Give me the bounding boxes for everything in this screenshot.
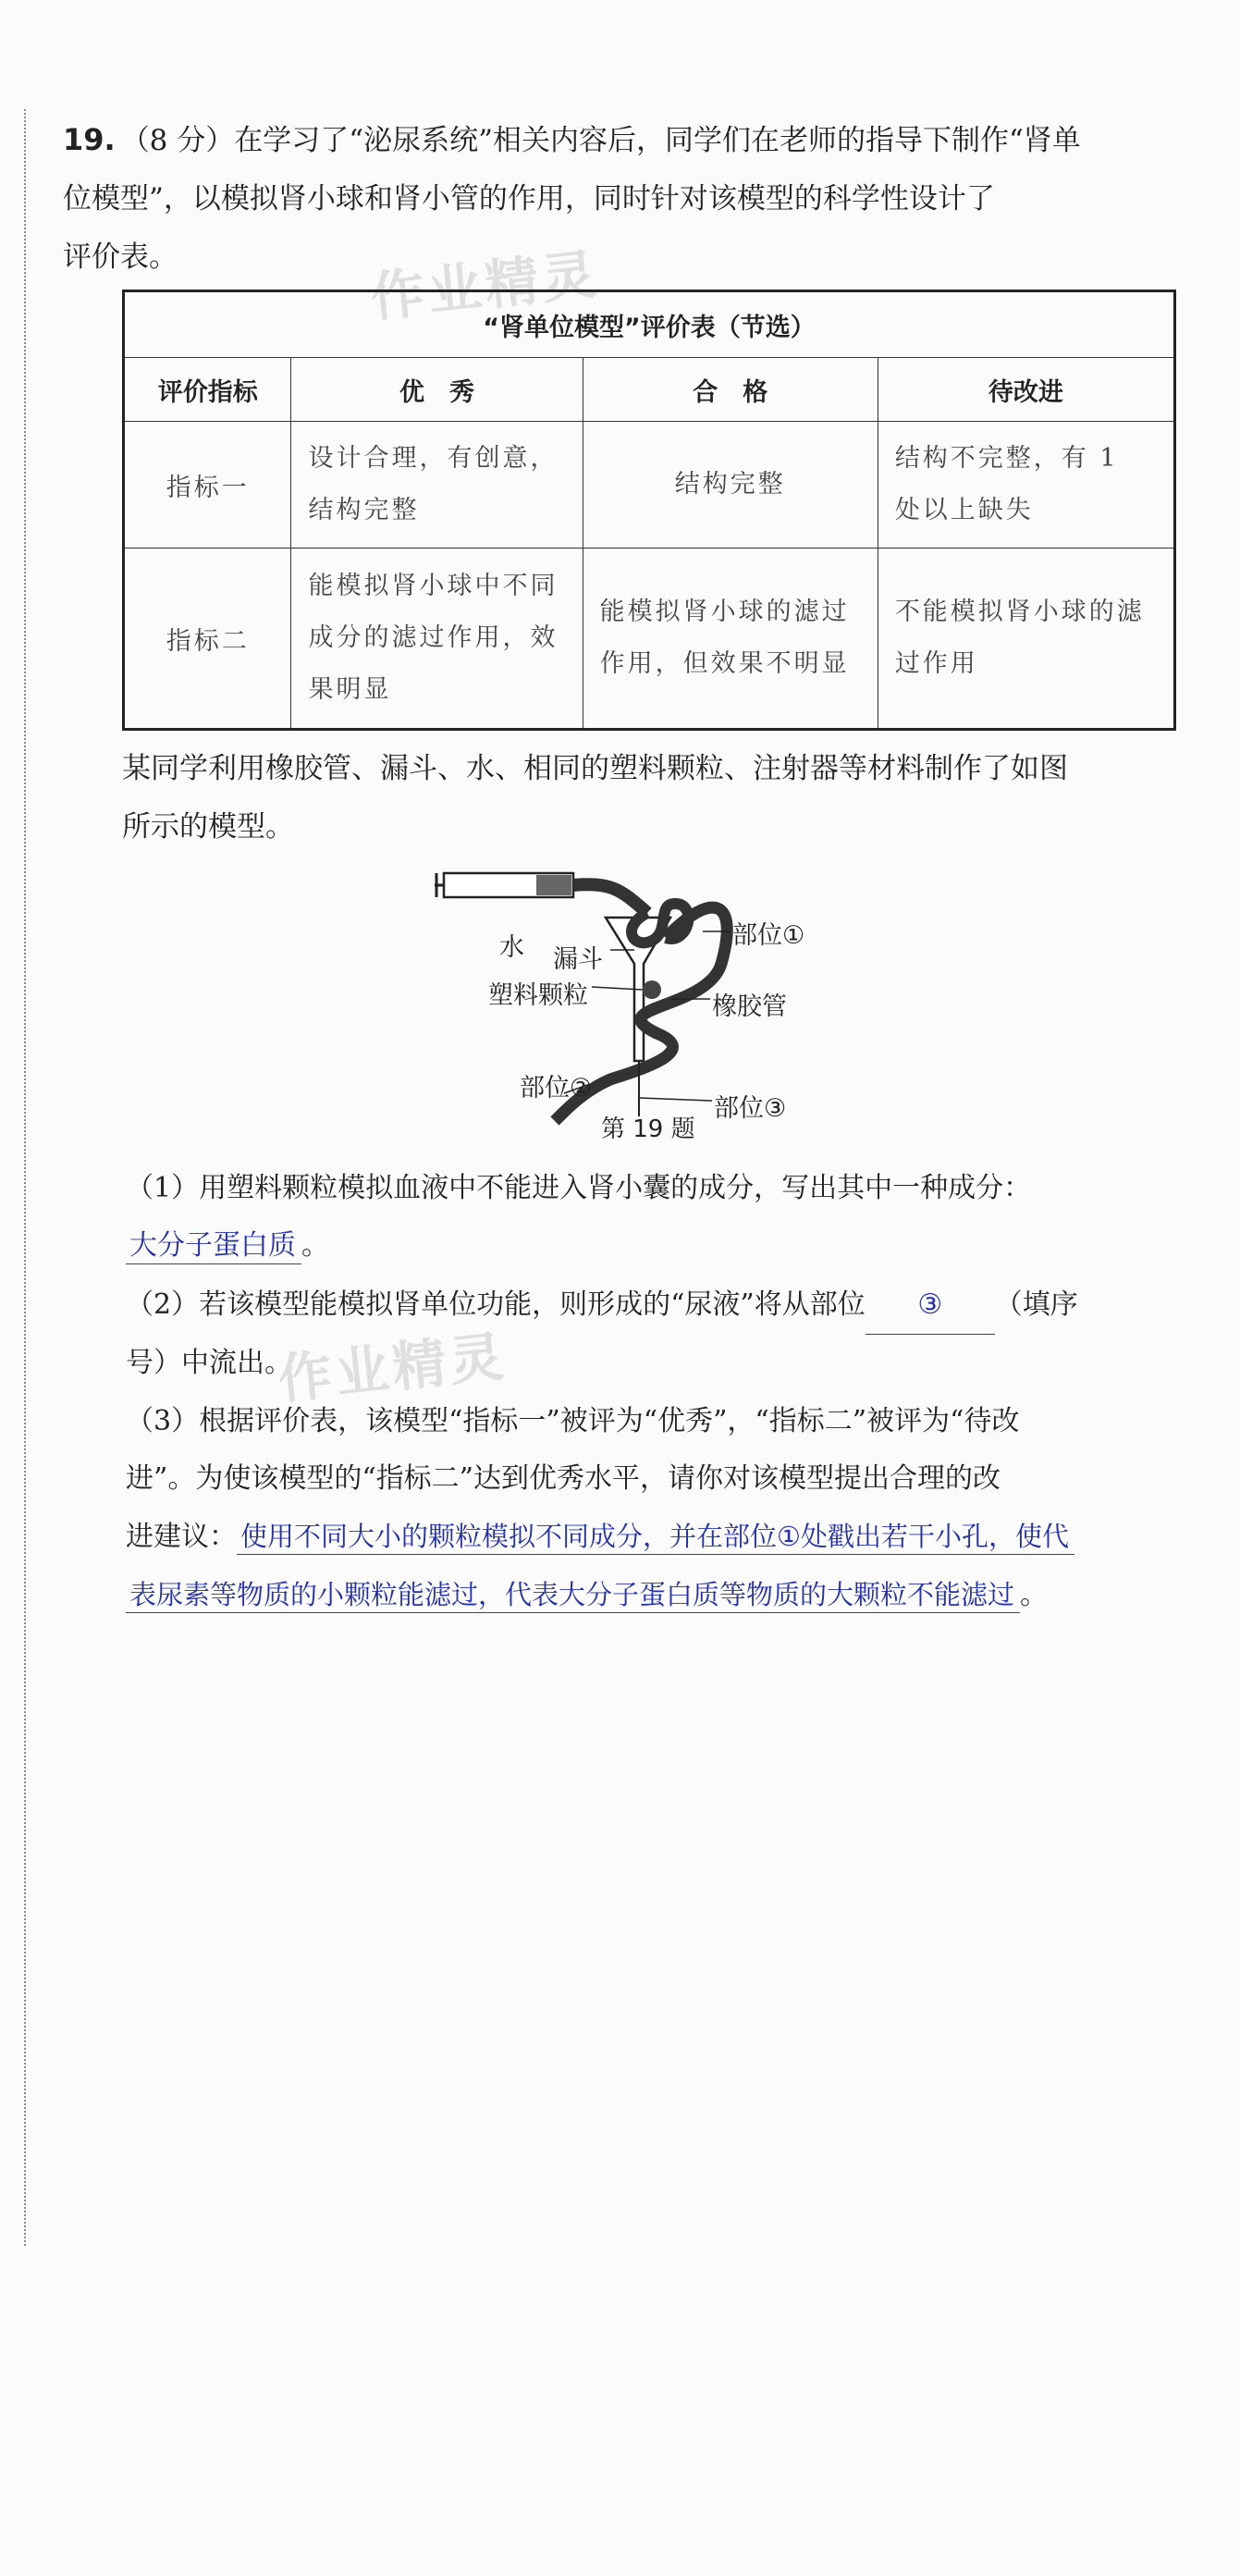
cell-qualified: 结构完整 <box>583 422 878 548</box>
cell-excellent: 能模拟肾小球中不同成分的滤过作用，效果明显 <box>291 548 583 730</box>
sub-question-3 <box>126 1393 1198 1624</box>
table-header: 评价指标 <box>124 358 291 422</box>
cell-improve: 结构不完整，有 1 处以上缺失 <box>878 422 1174 548</box>
materials-text <box>122 740 1185 857</box>
cell-improve: 不能模拟肾小球的滤过作用 <box>878 548 1174 730</box>
punctuation: 。 <box>1020 1579 1049 1611</box>
nephron-model-figure <box>435 862 832 1140</box>
answer-2: ③ <box>866 1276 995 1335</box>
sub-question-1 <box>126 1160 1198 1275</box>
figure-caption: 第 19 题 <box>601 1115 695 1143</box>
question-text: 号）中流出。 <box>126 1347 292 1379</box>
question-text: 进”。为使该模型的“指标二”达到优秀水平，请你对该模型提出合理的改 <box>126 1462 1001 1495</box>
watermark: 作业精灵 <box>275 1325 510 1411</box>
intro-line: 评价表。 <box>63 240 178 274</box>
label-tube: 橡胶管 <box>712 992 787 1021</box>
label-water: 水 <box>499 933 524 962</box>
question-text: （3）根据评价表，该模型“指标一”被评为“优秀”，“指标二”被评为“待改 <box>126 1405 1020 1437</box>
cell-excellent: 设计合理，有创意，结构完整 <box>291 422 583 548</box>
table-header: 待改进 <box>878 358 1174 422</box>
label-funnel: 漏斗 <box>553 945 603 974</box>
text-line: 所示的模型。 <box>122 810 294 844</box>
margin-dotted-line <box>24 109 26 2246</box>
cell-qualified: 能模拟肾小球的滤过作用，但效果不明显 <box>583 548 878 730</box>
answer-3-line1: 使用不同大小的颗粒模拟不同成分，并在部位①处戳出若干小孔，使代 <box>237 1521 1074 1555</box>
row-name: 指标一 <box>124 422 291 548</box>
table-row <box>124 422 1175 548</box>
watermark: 作业精灵 <box>367 242 603 329</box>
table-row <box>124 548 1175 730</box>
question-text: （填序 <box>994 1288 1078 1321</box>
sub-question-2 <box>126 1276 1198 1392</box>
label-particles: 塑料颗粒 <box>488 981 588 1010</box>
question-text: （2）若该模型能模拟肾单位功能，则形成的“尿液”将从部位 <box>126 1288 866 1321</box>
label-part3: 部位③ <box>714 1094 787 1123</box>
table-caption: “肾单位模型”评价表（节选） <box>124 291 1175 358</box>
label-part1: 部位① <box>732 921 805 950</box>
punctuation: 。 <box>301 1229 329 1262</box>
answer-1: 大分子蛋白质 <box>126 1229 301 1264</box>
question-text: （1）用塑料颗粒模拟血液中不能进入肾小囊的成分，写出其中一种成分： <box>126 1172 1032 1204</box>
label-part2: 部位② <box>520 1074 593 1103</box>
question-text: 进建议： <box>126 1521 237 1553</box>
table-header: 合 格 <box>583 358 878 422</box>
intro-line: 位模型”，以模拟肾小球和肾小管的作用，同时针对该模型的科学性设计了 <box>63 182 995 216</box>
row-name: 指标二 <box>124 548 291 730</box>
text-line: 某同学利用橡胶管、漏斗、水、相同的塑料颗粒、注射器等材料制作了如图 <box>122 752 1068 785</box>
table-header: 优 秀 <box>291 358 583 422</box>
answer-3-line2: 表尿素等物质的小颗粒能滤过，代表大分子蛋白质等物质的大颗粒不能滤过 <box>126 1579 1020 1613</box>
question-intro <box>63 111 1182 287</box>
question-number: 19. <box>63 122 116 157</box>
evaluation-table <box>122 290 1176 731</box>
intro-line: （8 分）在学习了“泌尿系统”相关内容后，同学们在老师的指导下制作“肾单 <box>120 124 1081 157</box>
